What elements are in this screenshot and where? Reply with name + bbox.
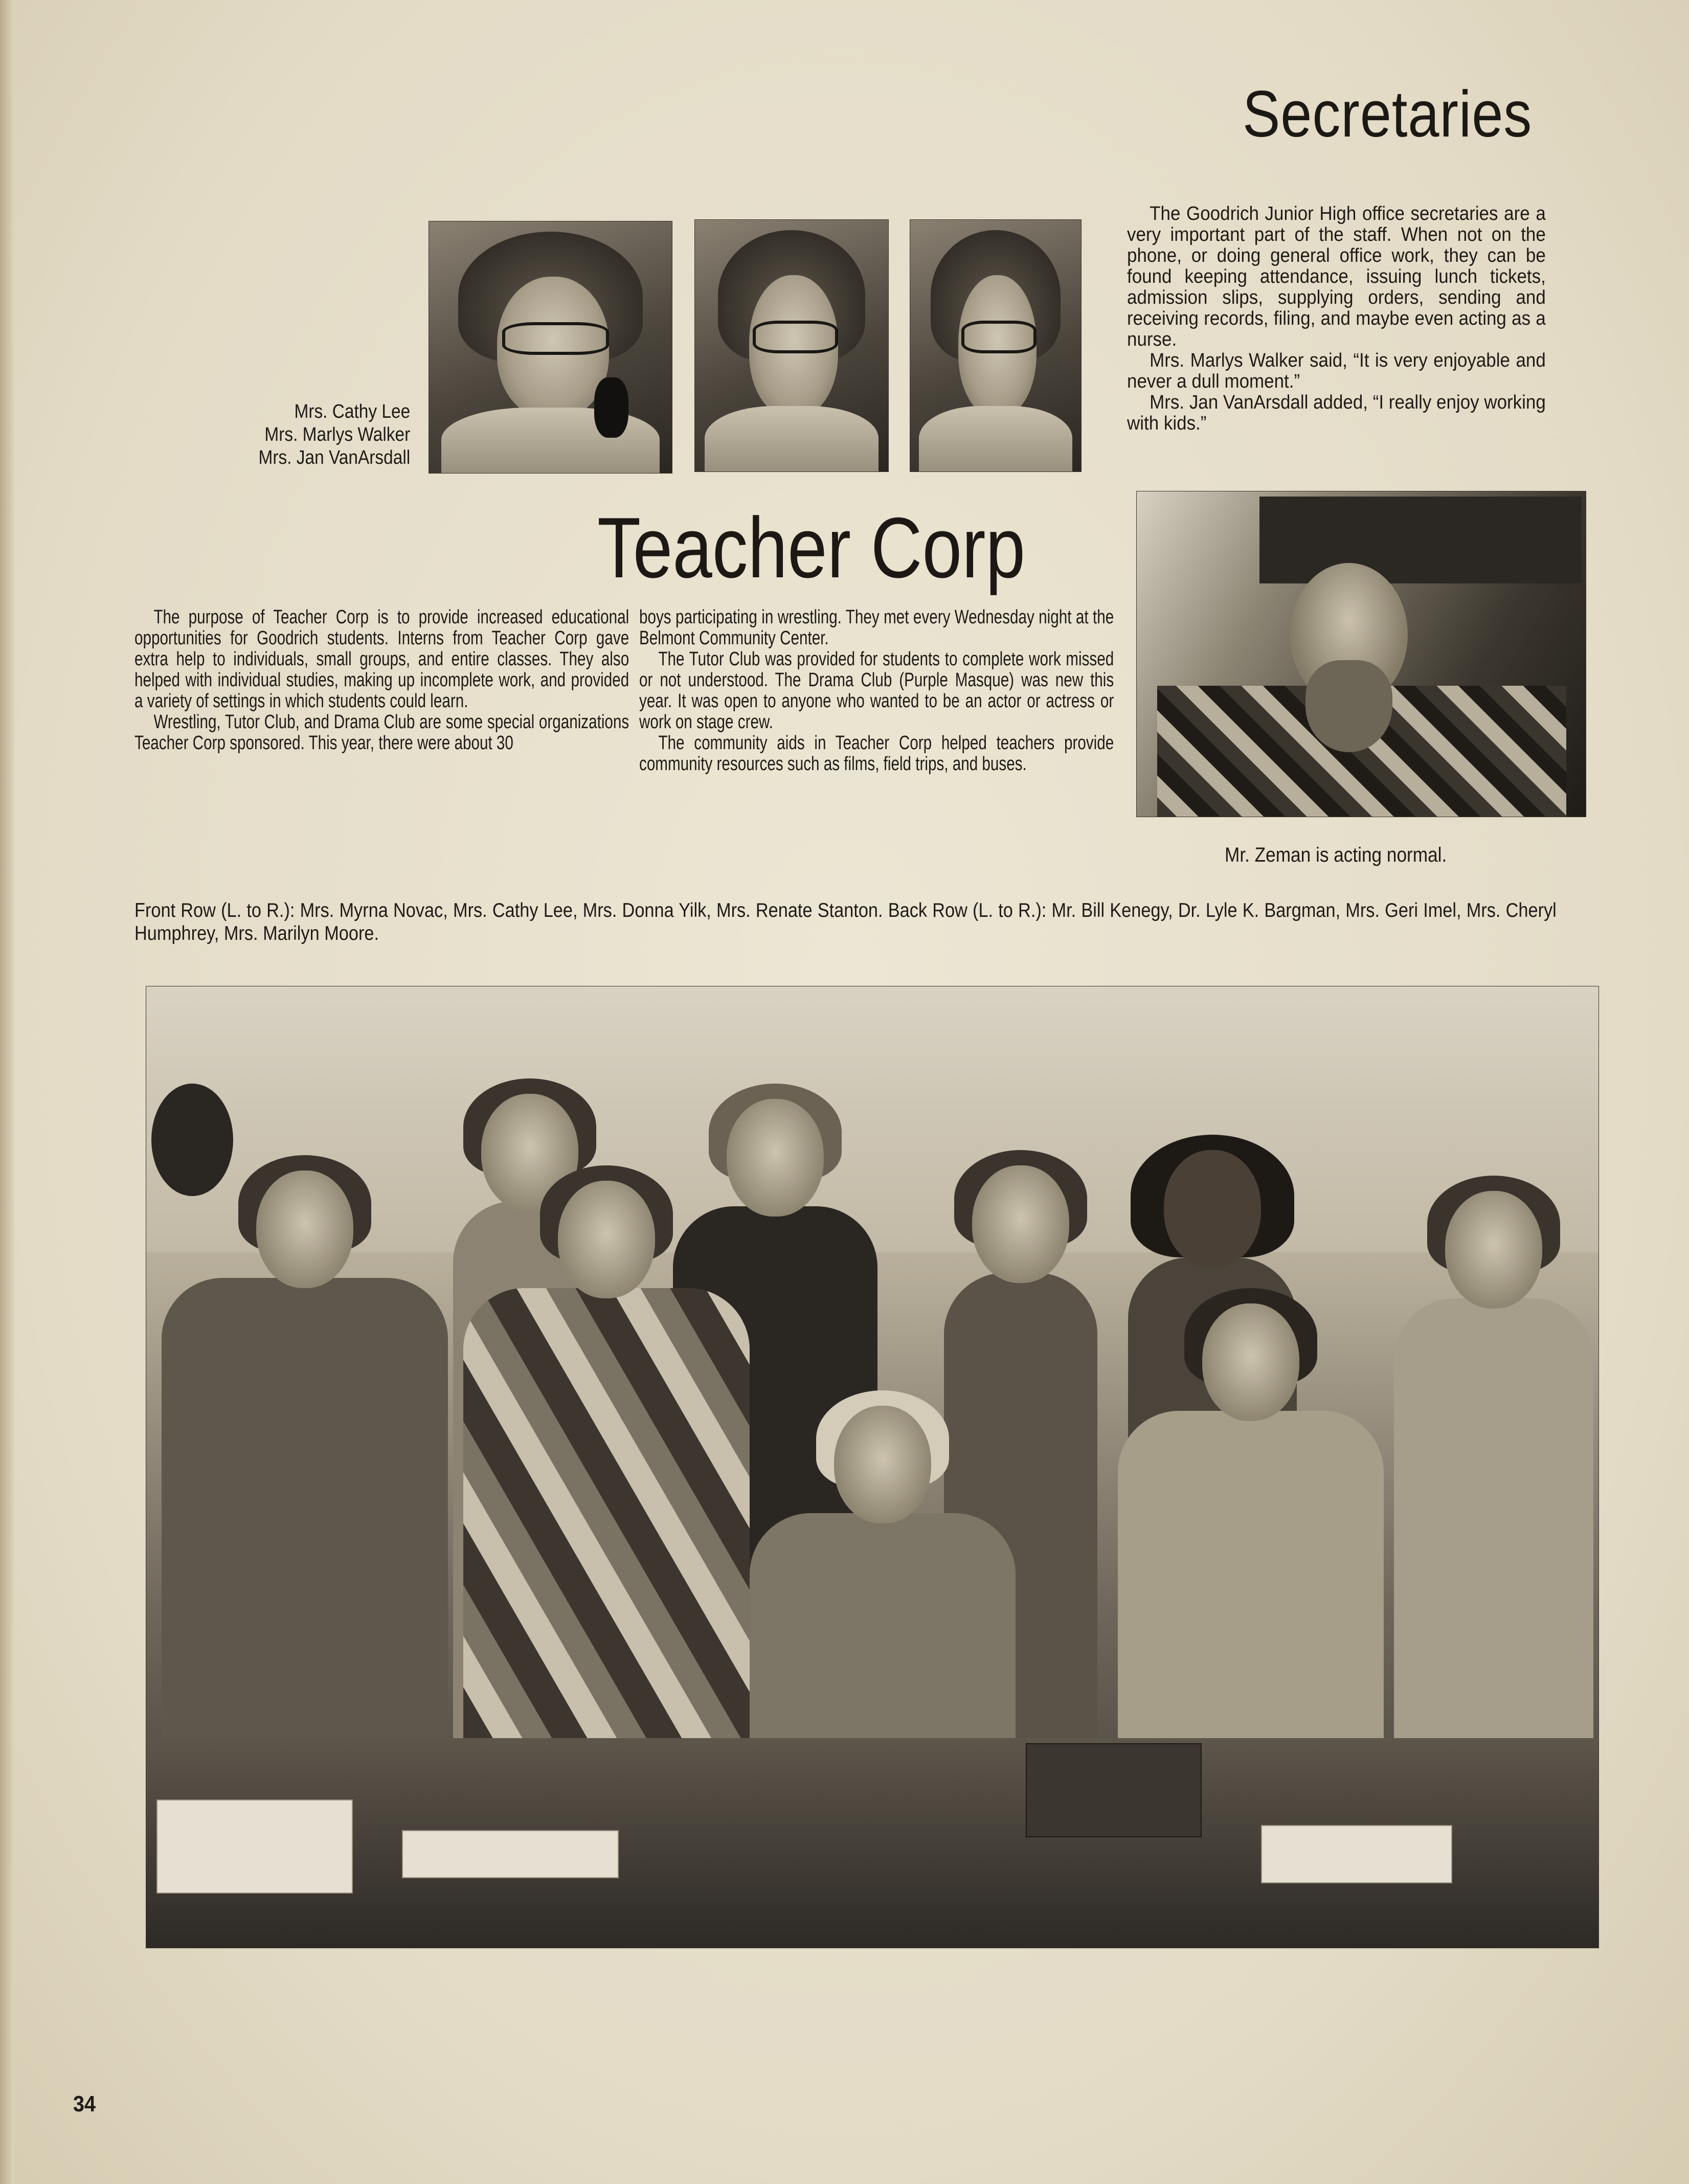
teacher-corp-column-1	[134, 607, 629, 754]
article-paragraph: The purpose of Teacher Corp is to provide increased educational opportunities for Goodrich students. Interns from Teacher Corp gave extra help to individuals, small groups, and entire classes. They also helped with individual studies, making up incomplete work, and provided a variety of settings in which students could learn.	[134, 606, 629, 712]
caption-marlys-walker: Mrs. Marlys Walker	[264, 424, 410, 445]
photo-mr-zeman	[1136, 491, 1586, 817]
paper-stack	[156, 1799, 353, 1894]
secretaries-article	[1127, 204, 1546, 434]
paper-stack	[1261, 1825, 1452, 1883]
article-paragraph: The Tutor Club was provided for students to complete work missed or not understood. The Drama Club (Purple Masque) was new this year. It was open to anyone who wanted to be an actor or actress or work on stage crew.	[639, 648, 1114, 733]
zeman-photo-caption: Mr. Zeman is acting normal.	[1225, 844, 1447, 866]
caption-jan-vanarsdall: Mrs. Jan VanArsdall	[258, 447, 410, 468]
person-front-2	[463, 1181, 750, 1748]
photo-teacher-corp-group	[146, 986, 1599, 1948]
secretaries-paragraph: The Goodrich Junior High office secretaries are a very important part of the staff. When not on the phone, or doing general office work, they can be found keeping attendance, issuing lunch tickets, admission slips, supplying orders, sending and receiving records, filing, and maybe even acting as a nurse.	[1127, 203, 1546, 350]
glasses-icon	[961, 321, 1037, 353]
portrait-jan-vanarsdall	[910, 219, 1082, 472]
secretaries-heading: Secretaries	[1243, 78, 1533, 151]
glasses-icon	[502, 322, 609, 355]
portrait-captions	[258, 400, 410, 469]
caption-cathy-lee: Mrs. Cathy Lee	[294, 401, 410, 422]
portrait-cathy-lee	[429, 221, 672, 474]
person-front-4	[1118, 1303, 1384, 1753]
person-front-1	[162, 1170, 448, 1759]
page-edge	[0, 0, 14, 2184]
person-back-5	[1394, 1191, 1593, 1738]
telephone-icon	[594, 377, 628, 438]
teacher-corp-column-2	[639, 607, 1114, 775]
article-paragraph: Wrestling, Tutor Club, and Drama Club are some special organizations Teacher Corp sponsored. This year, there were about 30	[134, 711, 629, 754]
secretaries-paragraph: Mrs. Marlys Walker said, “It is very enjoyable and never a dull moment.”	[1127, 350, 1546, 392]
page-number: 34	[73, 2091, 96, 2117]
typewriter	[1026, 1743, 1202, 1837]
person-front-3	[750, 1406, 1016, 1759]
portrait-marlys-walker	[694, 219, 889, 472]
article-paragraph: boys participating in wrestling. They met every Wednesday night at the Belmont Community Center.	[639, 606, 1114, 649]
glasses-icon	[753, 321, 838, 353]
article-paragraph: The community aids in Teacher Corp helped teachers provide community resources such as films, field trips, and buses.	[639, 732, 1114, 775]
teacher-corp-heading: Teacher Corp	[597, 500, 1026, 596]
secretaries-paragraph: Mrs. Jan VanArsdall added, “I really enjoy working with kids.”	[1127, 392, 1546, 434]
group-photo-caption: Front Row (L. to R.): Mrs. Myrna Novac, Mrs. Cathy Lee, Mrs. Donna Yilk, Mrs. Renate Stanton. Back Row (L. to R.): Mr. Bill Kenegy, Dr. Lyle K. Bargman, Mrs. Geri Imel, Mrs. Cheryl Humphrey, Mrs. Marilyn Moore.	[134, 899, 1557, 944]
paper-stack	[402, 1830, 619, 1878]
